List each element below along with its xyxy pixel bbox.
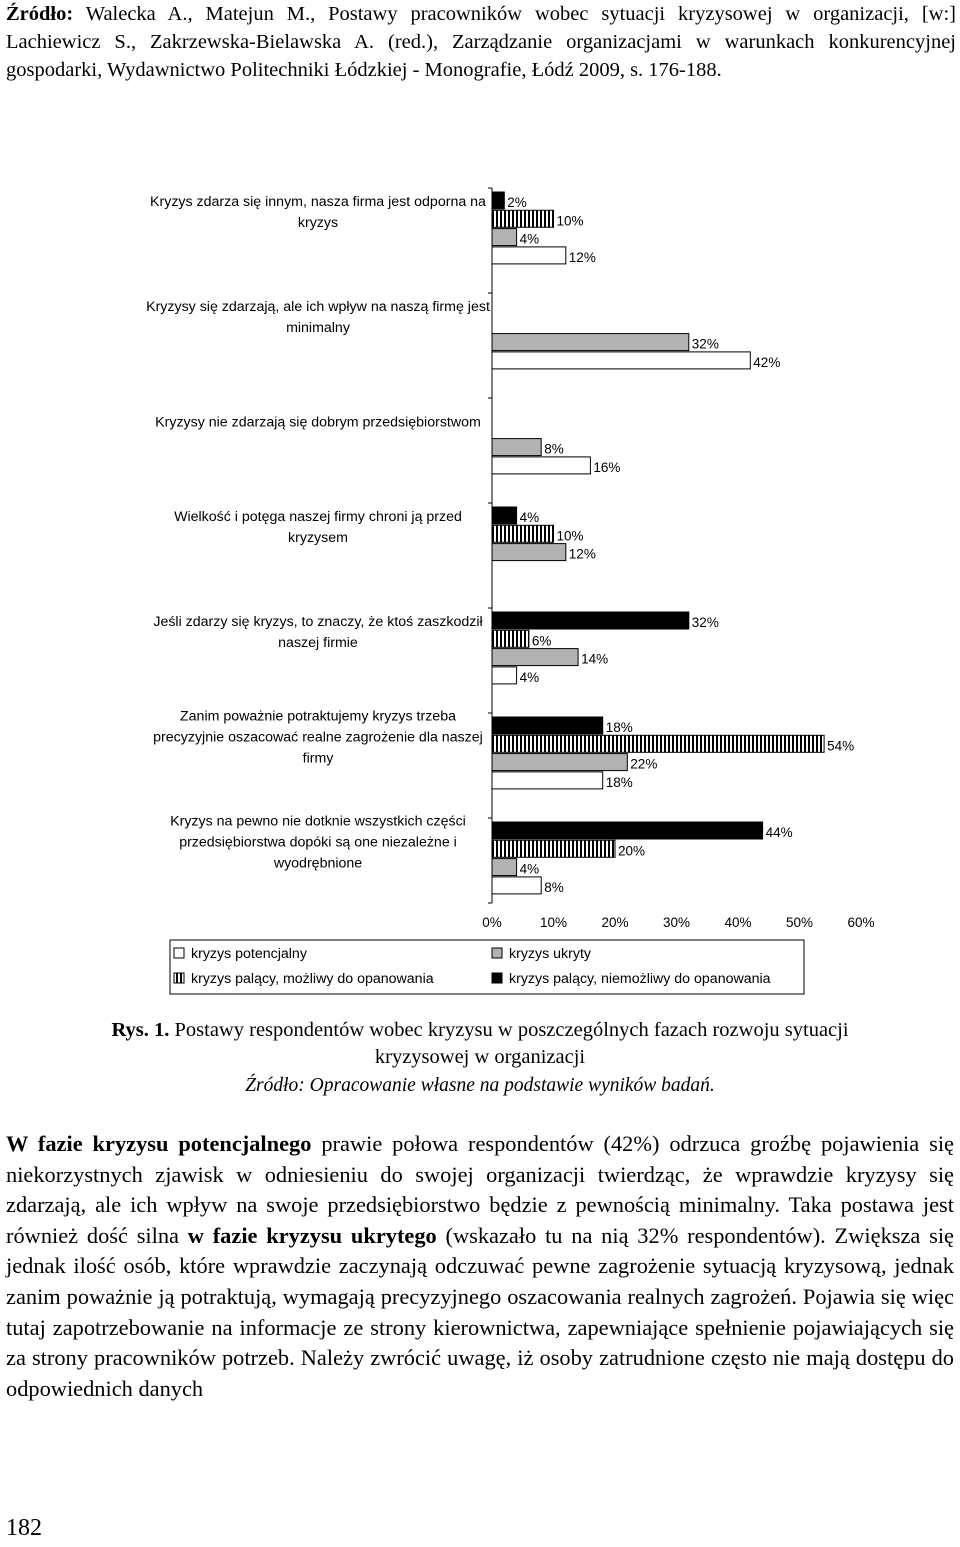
figure-caption-label: Rys. 1. — [111, 1019, 170, 1041]
source-label: Źródło: — [6, 3, 74, 25]
figure-caption-line2: kryzysowej w organizacji — [374, 1046, 586, 1068]
category-label: Jeśli zdarzy się kryzys, to znaczy, że ktoś zaszkodził — [153, 614, 483, 631]
legend-swatch-black — [492, 973, 502, 983]
bar-white — [492, 352, 750, 369]
chart-legend — [170, 940, 804, 994]
legend-swatch-stripes — [174, 973, 184, 983]
x-tick-label: 60% — [847, 915, 875, 930]
category-label: minimalny — [286, 320, 350, 337]
bar-value-label: 4% — [519, 510, 540, 525]
legend-label: kryzys palący, niemożliwy do opanowania — [509, 971, 771, 987]
page-number: 182 — [6, 1515, 42, 1541]
bar-stripes — [492, 840, 615, 857]
legend-swatch-gray — [492, 948, 502, 958]
x-tick-label: 20% — [601, 915, 629, 930]
category-label: Kryzys zdarza się innym, nasza firma jest odporna na — [150, 194, 486, 211]
bar-value-label: 4% — [519, 231, 540, 247]
bar-stripes — [492, 210, 554, 227]
category-label: Kryzysy nie zdarzają się dobrym przedsiębiorstwom — [155, 414, 481, 431]
body-paragraph — [6, 1129, 954, 1404]
bar-white — [492, 247, 566, 264]
body-emphasis: w fazie kryzysu ukrytego — [187, 1222, 437, 1248]
bar-gray — [492, 334, 689, 351]
bar-value-label: 10% — [556, 213, 584, 229]
bar-gray — [492, 229, 517, 246]
bar-value-label: 22% — [630, 756, 658, 772]
bar-value-label: 18% — [605, 720, 633, 735]
chart-labels — [146, 194, 874, 930]
category-label: Kryzysy się zdarzają, ale ich wpływ na naszą firmę jest — [146, 299, 490, 316]
bar-black — [492, 822, 763, 839]
figure-caption-line1 — [0, 1017, 960, 1044]
bar-value-label: 32% — [691, 615, 719, 630]
bar-value-label: 44% — [765, 825, 793, 840]
bar-value-label: 8% — [544, 879, 564, 895]
x-tick-label: 10% — [539, 915, 568, 930]
bar-value-label: 54% — [827, 738, 855, 754]
bar-value-label: 42% — [753, 354, 781, 370]
category-label: Wielkość i potęga naszej firmy chroni ją przed — [174, 509, 462, 526]
body-text: (wskazało tu na nią 32% respondentów). Zwiększa się jednak ilość osób, które wprawdzie zaczynają odczuwać pewne zagrożenie sytuacją kryzysową, jednak zanim poważnie ją potraktują, wymagają precyzyjnego oszacowania realnych zagrożeń. Pojawia się więc tutaj zapotrzebowanie na informacje ze strony kierownictwa, zapewniające spełnienie pojawiających się za strony pracowników potrzeb. Należy zwrócić uwagę, iż osoby zatrudnione często nie mają dostępu do odpowiednich danych — [6, 1222, 954, 1401]
category-label: kryzysem — [288, 530, 348, 547]
bar-value-label: 4% — [519, 669, 540, 685]
legend-label: kryzys potencjalny — [191, 946, 307, 962]
category-label: kryzys — [297, 215, 339, 232]
bar-chart — [0, 180, 960, 1010]
category-label: Zanim poważnie potraktujemy kryzys trzeba — [180, 708, 456, 725]
x-tick-label: 30% — [662, 915, 691, 930]
category-label: firmy — [302, 750, 334, 767]
bar-value-label: 32% — [691, 336, 719, 352]
legend-swatch-white — [174, 948, 184, 958]
bar-gray — [492, 649, 578, 666]
bar-stripes — [492, 525, 554, 542]
bar-gray — [492, 439, 541, 456]
bar-gray — [492, 754, 627, 771]
bar-white — [492, 667, 517, 684]
bar-value-label: 10% — [556, 528, 584, 544]
bar-black — [492, 507, 517, 524]
bar-stripes — [492, 630, 529, 647]
category-label: wyodrębnione — [273, 855, 363, 872]
category-label: przedsiębiorstwa dopóki są one niezależne i — [179, 834, 457, 851]
figure-caption-text1: Postawy respondentów wobec kryzysu w poszczególnych fazach rozwoju sytuacji — [169, 1019, 849, 1041]
bar-value-label: 16% — [593, 459, 621, 475]
source-text: Walecka A., Matejun M., Postawy pracowników wobec sytuacji kryzysowej w organizacji, [w:] Lachiewicz S., Zakrzewska-Bielawska A. (red.), Zarządzanie organizacjami w warunkach konkurencyjnej gospodarki, Wydawnictwo Politechniki Łódzkiej - Monografie, Łódź 2009, s. 176-188. — [6, 3, 956, 81]
bar-gray — [492, 544, 566, 561]
x-tick-label: 50% — [785, 915, 814, 930]
bar-value-label: 8% — [544, 441, 564, 457]
chart-axes — [488, 188, 492, 903]
bar-value-label: 18% — [605, 774, 633, 790]
bar-black — [492, 612, 689, 629]
bar-value-label: 12% — [568, 249, 596, 265]
bar-value-label: 14% — [581, 651, 609, 667]
category-label: precyzyjnie oszacować realne zagrożenie dla naszej — [153, 729, 483, 746]
x-tick-label: 0% — [482, 915, 502, 930]
bar-value-label: 20% — [618, 843, 646, 859]
bar-value-label: 4% — [519, 861, 540, 877]
bar-value-label: 6% — [531, 633, 552, 649]
source-reference — [6, 0, 956, 84]
bar-value-label: 2% — [507, 195, 527, 210]
bar-white — [492, 877, 541, 894]
bar-black — [492, 192, 504, 209]
bar-gray — [492, 859, 517, 876]
x-tick-label: 40% — [724, 915, 752, 930]
body-emphasis: W fazie kryzysu potencjalnego — [6, 1131, 312, 1156]
body-text: prawie połowa respondentów (42%) odrzuca groźbę pojawienia się niekorzystnych zjawisk w odniesieniu do swojej organizacji twierdząc, że wprawdzie kryzysy się zdarzają, ale ich wpływ na swoje przedsiębiorstwo będzie z pewnością minimalny. Taka postawa jest również dość silna — [6, 1131, 954, 1248]
bar-value-label: 12% — [568, 546, 596, 562]
bar-black — [492, 717, 603, 734]
bar-white — [492, 772, 603, 789]
legend-label: kryzys palący, możliwy do opanowania — [191, 971, 434, 987]
category-label: naszej firmie — [278, 635, 358, 652]
category-label: Kryzys na pewno nie dotknie wszystkich części — [170, 813, 466, 830]
bar-stripes — [492, 735, 824, 752]
legend-label: kryzys ukryty — [509, 946, 591, 962]
chart-bars — [492, 192, 824, 894]
figure-source: Źródło: Opracowanie własne na podstawie wyników badań. — [245, 1075, 715, 1096]
bar-white — [492, 457, 590, 474]
